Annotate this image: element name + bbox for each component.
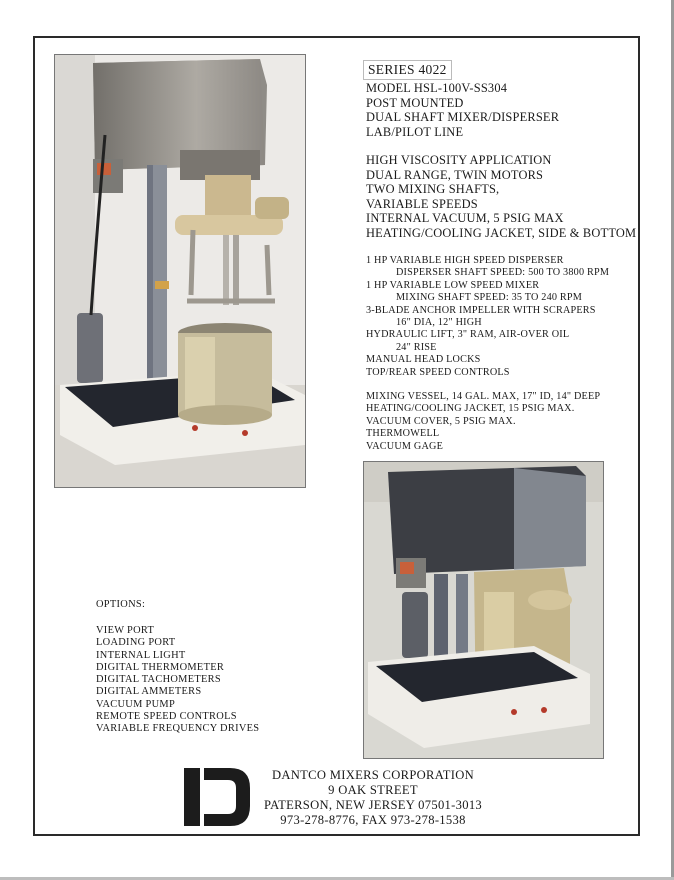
spec-line: TOP/REAR SPEED CONTROLS bbox=[366, 366, 510, 378]
option-item: DIGITAL TACHOMETERS bbox=[96, 674, 221, 686]
options-list bbox=[96, 625, 259, 736]
feature-line: VARIABLE SPEEDS bbox=[366, 196, 478, 211]
feature-line: TWO MIXING SHAFTS, bbox=[366, 182, 500, 197]
spec-line: 1 HP VARIABLE LOW SPEED MIXER bbox=[366, 279, 540, 291]
vessel-line: THERMOWELL bbox=[366, 428, 440, 440]
vessel-line: VACUUM COVER, 5 PSIG MAX. bbox=[366, 415, 516, 427]
option-item: LOADING PORT bbox=[96, 637, 176, 649]
features-block bbox=[366, 153, 636, 241]
company-street: 9 OAK STREET bbox=[328, 783, 418, 797]
model-line: MODEL HSL-100V-SS304 bbox=[366, 81, 508, 95]
mixer-photo-lowered bbox=[363, 461, 604, 759]
option-item: VARIABLE FREQUENCY DRIVES bbox=[96, 723, 260, 735]
spec-line: 24" RISE bbox=[396, 341, 437, 353]
options-heading: OPTIONS: bbox=[96, 599, 146, 610]
series-title: SERIES 4022 bbox=[363, 60, 452, 80]
feature-line: INTERNAL VACUUM, 5 PSIG MAX bbox=[366, 211, 564, 226]
dantco-logo bbox=[184, 768, 250, 826]
option-item: DIGITAL AMMETERS bbox=[96, 686, 202, 698]
option-item: INTERNAL LIGHT bbox=[96, 649, 186, 661]
vessel-line: MIXING VESSEL, 14 GAL. MAX, 17" ID, 14" DEEP bbox=[366, 391, 601, 402]
company-name: DANTCO MIXERS CORPORATION bbox=[271, 768, 475, 782]
spec-line: MIXING SHAFT SPEED: 35 TO 240 RPM bbox=[396, 292, 583, 304]
company-phones: 973-278-8776, FAX 973-278-1538 bbox=[280, 813, 466, 827]
option-item: DIGITAL THERMOMETER bbox=[96, 661, 225, 673]
feature-line: HEATING/COOLING JACKET, SIDE & BOTTOM bbox=[366, 225, 637, 240]
option-item: REMOTE SPEED CONTROLS bbox=[96, 711, 237, 723]
vessel-block bbox=[366, 391, 600, 453]
vessel-line: VACUUM GAGE bbox=[366, 440, 444, 452]
model-line: LAB/PILOT LINE bbox=[366, 124, 464, 139]
spec-line: DISPERSER SHAFT SPEED: 500 TO 3800 RPM bbox=[396, 267, 610, 279]
spec-line: HYDRAULIC LIFT, 3" RAM, AIR-OVER OIL bbox=[366, 329, 570, 341]
option-item: VIEW PORT bbox=[96, 625, 155, 636]
model-block bbox=[366, 81, 559, 139]
model-line: DUAL SHAFT MIXER/DISPERSER bbox=[366, 110, 560, 125]
feature-line: HIGH VISCOSITY APPLICATION bbox=[366, 153, 552, 167]
spec-line: 1 HP VARIABLE HIGH SPEED DISPERSER bbox=[366, 255, 564, 266]
model-line: POST MOUNTED bbox=[366, 95, 464, 110]
spec-line: MANUAL HEAD LOCKS bbox=[366, 354, 481, 366]
company-address bbox=[256, 768, 490, 828]
vessel-line: HEATING/COOLING JACKET, 15 PSIG MAX. bbox=[366, 403, 575, 415]
feature-line: DUAL RANGE, TWIN MOTORS bbox=[366, 167, 544, 182]
company-city: PATERSON, NEW JERSEY 07501-3013 bbox=[263, 798, 483, 812]
spec-line: 16" DIA, 12" HIGH bbox=[396, 317, 482, 329]
mixer-photo-raised bbox=[54, 54, 306, 488]
option-item: VACUUM PUMP bbox=[96, 698, 176, 710]
specs-block bbox=[366, 255, 609, 379]
spec-line: 3-BLADE ANCHOR IMPELLER WITH SCRAPERS bbox=[366, 304, 596, 316]
